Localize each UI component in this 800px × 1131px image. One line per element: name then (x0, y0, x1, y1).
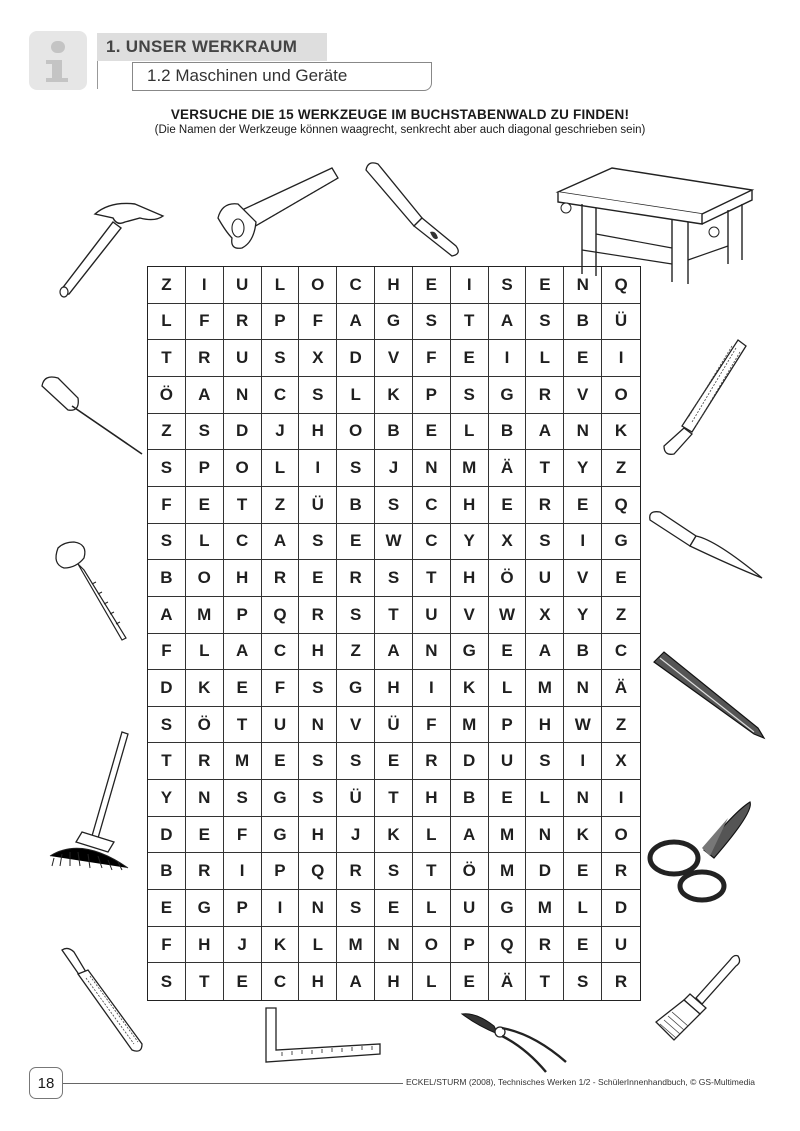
pliers-icon (458, 1008, 570, 1076)
grid-cell[interactable]: B (148, 853, 186, 890)
instruction-title: VERSUCHE DIE 15 WERKZEUGE IM BUCHSTABENWALD ZU FINDEN! (170, 107, 630, 122)
grid-cell[interactable]: G (262, 780, 300, 817)
grid-cell[interactable]: O (337, 414, 375, 451)
grid-cell[interactable]: K (564, 817, 602, 854)
grid-cell[interactable]: L (413, 890, 451, 927)
grid-cell[interactable]: S (299, 780, 337, 817)
pencil-icon (650, 648, 770, 740)
knife-icon (646, 506, 766, 582)
grid-cell[interactable]: X (526, 597, 564, 634)
subtitle: 1.2 Maschinen und Geräte (147, 66, 348, 85)
grid-cell[interactable]: I (451, 267, 489, 304)
grid-cell[interactable]: I (299, 450, 337, 487)
grid-cell[interactable]: S (375, 560, 413, 597)
grid-cell[interactable]: L (451, 414, 489, 451)
grid-cell[interactable]: S (186, 414, 224, 451)
grid-cell[interactable]: I (564, 524, 602, 561)
grid-cell[interactable]: H (526, 707, 564, 744)
grid-cell[interactable]: B (564, 304, 602, 341)
grid-cell[interactable]: D (602, 890, 640, 927)
grid-cell[interactable]: Ö (451, 853, 489, 890)
grid-cell[interactable]: R (262, 560, 300, 597)
grid-cell[interactable]: R (337, 853, 375, 890)
grid-cell[interactable]: U (451, 890, 489, 927)
grid-cell[interactable]: G (451, 634, 489, 671)
grid-cell[interactable]: R (337, 560, 375, 597)
broom-icon (42, 728, 142, 874)
grid-cell[interactable]: T (375, 597, 413, 634)
grid-cell[interactable]: N (413, 450, 451, 487)
grid-cell[interactable]: Q (299, 853, 337, 890)
grid-cell[interactable]: E (451, 963, 489, 1000)
grid-cell[interactable]: G (186, 890, 224, 927)
grid-cell[interactable]: T (148, 743, 186, 780)
grid-cell[interactable]: M (451, 450, 489, 487)
grid-cell[interactable]: M (224, 743, 262, 780)
grid-cell[interactable]: Z (262, 487, 300, 524)
grid-cell[interactable]: S (413, 304, 451, 341)
grid-cell[interactable]: O (413, 927, 451, 964)
grid-cell[interactable]: R (186, 743, 224, 780)
grid-cell[interactable]: D (337, 340, 375, 377)
grid-cell[interactable]: E (526, 267, 564, 304)
grid-cell[interactable]: S (337, 597, 375, 634)
grid-cell[interactable]: E (413, 267, 451, 304)
grid-cell[interactable]: V (564, 560, 602, 597)
grid-cell[interactable]: A (489, 304, 527, 341)
grid-cell[interactable]: E (224, 670, 262, 707)
grid-cell[interactable]: C (413, 524, 451, 561)
grid-cell[interactable]: S (299, 524, 337, 561)
grid-cell[interactable]: P (186, 450, 224, 487)
grid-cell[interactable]: M (526, 890, 564, 927)
grid-cell[interactable]: L (262, 267, 300, 304)
grid-cell[interactable]: B (148, 560, 186, 597)
grid-cell[interactable]: U (526, 560, 564, 597)
grid-cell[interactable]: Ä (602, 670, 640, 707)
grid-cell[interactable]: H (186, 927, 224, 964)
grid-cell[interactable]: M (489, 817, 527, 854)
grid-cell[interactable]: L (564, 890, 602, 927)
grid-cell[interactable]: F (148, 487, 186, 524)
grid-cell[interactable]: J (337, 817, 375, 854)
grid-cell[interactable]: I (413, 670, 451, 707)
grid-cell[interactable]: B (375, 414, 413, 451)
grid-cell[interactable]: N (526, 817, 564, 854)
grid-cell[interactable]: S (489, 267, 527, 304)
grid-cell[interactable]: A (526, 634, 564, 671)
grid-cell[interactable]: E (375, 743, 413, 780)
grid-cell[interactable]: N (564, 414, 602, 451)
grid-cell[interactable]: A (337, 304, 375, 341)
info-icon (29, 31, 87, 90)
grid-cell[interactable]: Ü (602, 304, 640, 341)
grid-cell[interactable]: M (526, 670, 564, 707)
grid-cell[interactable]: B (337, 487, 375, 524)
grid-cell[interactable]: P (224, 890, 262, 927)
grid-cell[interactable]: W (564, 707, 602, 744)
grid-cell[interactable]: I (602, 340, 640, 377)
grid-cell[interactable]: M (451, 707, 489, 744)
grid-cell[interactable]: A (262, 524, 300, 561)
grid-cell[interactable]: E (262, 743, 300, 780)
grid-cell[interactable]: S (564, 963, 602, 1000)
grid-cell[interactable]: Z (602, 450, 640, 487)
footer-divider (63, 1083, 403, 1084)
grid-cell[interactable]: E (375, 890, 413, 927)
grid-cell[interactable]: H (299, 634, 337, 671)
grid-cell[interactable]: E (451, 340, 489, 377)
grid-cell[interactable]: S (299, 743, 337, 780)
grid-cell[interactable]: J (262, 414, 300, 451)
grid-cell[interactable]: E (337, 524, 375, 561)
grid-cell[interactable]: L (526, 340, 564, 377)
grid-cell[interactable]: C (413, 487, 451, 524)
grid-cell[interactable]: S (526, 524, 564, 561)
grid-cell[interactable]: I (602, 780, 640, 817)
grid-cell[interactable]: T (451, 304, 489, 341)
grid-cell[interactable]: V (451, 597, 489, 634)
grid-cell[interactable]: M (337, 927, 375, 964)
grid-cell[interactable]: H (451, 487, 489, 524)
grid-cell[interactable]: O (186, 560, 224, 597)
grid-cell[interactable]: C (262, 634, 300, 671)
grid-cell[interactable]: W (489, 597, 527, 634)
grid-cell[interactable]: Ö (489, 560, 527, 597)
grid-cell[interactable]: E (489, 634, 527, 671)
grid-cell[interactable]: P (451, 927, 489, 964)
grid-cell[interactable]: E (299, 560, 337, 597)
grid-cell[interactable]: T (526, 963, 564, 1000)
grid-cell[interactable]: Ö (148, 377, 186, 414)
grid-cell[interactable]: J (375, 450, 413, 487)
square-ruler-icon (262, 1004, 384, 1066)
grid-cell[interactable]: V (564, 377, 602, 414)
grid-cell[interactable]: S (337, 890, 375, 927)
grid-cell[interactable]: H (224, 560, 262, 597)
awl-icon (38, 372, 146, 458)
footer-credit: ECKEL/STURM (2008), Technisches Werken 1/2 - SchülerInnenhandbuch, © GS-Multimedia (406, 1077, 755, 1087)
grid-cell[interactable]: R (602, 853, 640, 890)
grid-cell[interactable]: S (148, 524, 186, 561)
grid-cell[interactable]: Z (148, 414, 186, 451)
grid-cell[interactable]: U (489, 743, 527, 780)
grid-cell[interactable]: I (489, 340, 527, 377)
grid-cell[interactable]: G (489, 890, 527, 927)
grid-cell[interactable]: S (262, 340, 300, 377)
grid-cell[interactable]: F (186, 304, 224, 341)
grid-cell[interactable]: H (375, 670, 413, 707)
grid-cell[interactable]: T (224, 707, 262, 744)
gimlet-icon (48, 538, 134, 642)
grid-cell[interactable]: Ü (299, 487, 337, 524)
grid-cell[interactable]: E (489, 780, 527, 817)
grid-cell[interactable]: P (262, 853, 300, 890)
grid-cell[interactable]: Q (262, 597, 300, 634)
grid-cell[interactable]: L (413, 817, 451, 854)
grid-cell[interactable]: S (148, 963, 186, 1000)
grid-cell[interactable]: N (299, 890, 337, 927)
grid-cell[interactable]: K (451, 670, 489, 707)
file-icon (56, 944, 148, 1056)
grid-cell[interactable]: P (224, 597, 262, 634)
grid-cell[interactable]: I (224, 853, 262, 890)
grid-cell[interactable]: K (375, 817, 413, 854)
grid-cell[interactable]: H (299, 414, 337, 451)
grid-cell[interactable]: H (299, 817, 337, 854)
grid-cell[interactable]: L (262, 450, 300, 487)
grid-cell[interactable]: U (602, 927, 640, 964)
grid-cell[interactable]: Ü (337, 780, 375, 817)
grid-cell[interactable]: R (526, 927, 564, 964)
grid-cell[interactable]: S (451, 377, 489, 414)
grid-cell[interactable]: Y (451, 524, 489, 561)
grid-cell[interactable]: F (299, 304, 337, 341)
grid-cell[interactable]: D (526, 853, 564, 890)
grid-cell[interactable]: P (262, 304, 300, 341)
grid-cell[interactable]: S (299, 670, 337, 707)
grid-cell[interactable]: L (148, 304, 186, 341)
grid-cell[interactable]: H (375, 267, 413, 304)
grid-cell[interactable]: U (224, 340, 262, 377)
grid-cell[interactable]: B (564, 634, 602, 671)
grid-cell[interactable]: S (526, 743, 564, 780)
grid-cell[interactable]: H (375, 963, 413, 1000)
grid-cell[interactable]: T (186, 963, 224, 1000)
grid-cell[interactable]: C (262, 377, 300, 414)
grid-cell[interactable]: M (489, 853, 527, 890)
grid-cell[interactable]: R (299, 597, 337, 634)
word-search-grid (147, 266, 641, 1001)
grid-cell[interactable]: L (186, 524, 224, 561)
grid-cell[interactable]: W (375, 524, 413, 561)
grid-cell[interactable]: X (299, 340, 337, 377)
grid-cell[interactable]: R (224, 304, 262, 341)
chisel-icon (362, 158, 472, 258)
grid-cell[interactable]: O (602, 377, 640, 414)
grid-cell[interactable]: V (375, 340, 413, 377)
grid-cell[interactable]: N (224, 377, 262, 414)
grid-cell[interactable]: E (186, 817, 224, 854)
grid-cell[interactable]: Ü (375, 707, 413, 744)
grid-cell[interactable]: E (224, 963, 262, 1000)
grid-cell[interactable]: Q (489, 927, 527, 964)
brush-icon (650, 950, 744, 1044)
grid-cell[interactable]: G (489, 377, 527, 414)
workbench-icon (552, 164, 762, 286)
grid-cell[interactable]: I (262, 890, 300, 927)
grid-cell[interactable]: S (148, 450, 186, 487)
grid-cell[interactable]: N (186, 780, 224, 817)
grid-cell[interactable]: T (224, 487, 262, 524)
grid-cell[interactable]: L (489, 670, 527, 707)
grid-cell[interactable]: P (413, 377, 451, 414)
grid-cell[interactable]: K (602, 414, 640, 451)
grid-cell[interactable]: V (337, 707, 375, 744)
grid-cell[interactable]: M (186, 597, 224, 634)
grid-cell[interactable]: D (148, 670, 186, 707)
grid-cell[interactable]: L (299, 927, 337, 964)
grid-cell[interactable]: Y (564, 450, 602, 487)
grid-cell[interactable]: A (337, 963, 375, 1000)
grid-cell[interactable]: R (413, 743, 451, 780)
grid-cell[interactable]: X (602, 743, 640, 780)
grid-cell[interactable]: E (564, 487, 602, 524)
grid-cell[interactable]: N (564, 670, 602, 707)
grid-cell[interactable]: G (375, 304, 413, 341)
grid-cell[interactable]: R (614, 971, 628, 991)
grid-cell[interactable]: R (526, 487, 564, 524)
grid-cell[interactable]: Ä (489, 963, 527, 1000)
page-number: 18 (29, 1067, 63, 1099)
grid-cell[interactable]: X (489, 524, 527, 561)
grid-cell[interactable]: S (375, 487, 413, 524)
grid-cell[interactable]: F (262, 670, 300, 707)
grid-cell[interactable]: E (148, 890, 186, 927)
grid-cell[interactable]: Z (602, 707, 640, 744)
grid-cell[interactable]: E (564, 340, 602, 377)
grid-cell[interactable]: U (413, 597, 451, 634)
grid-cell[interactable]: E (489, 487, 527, 524)
header-divider (97, 61, 98, 89)
grid-cell[interactable]: E (602, 560, 640, 597)
grid-cell[interactable]: E (564, 853, 602, 890)
grid-cell[interactable]: E (564, 927, 602, 964)
grid-cell[interactable]: F (413, 340, 451, 377)
grid-cell[interactable]: U (262, 707, 300, 744)
grid-cell[interactable]: L (186, 634, 224, 671)
grid-cell[interactable]: O (224, 450, 262, 487)
grid-cell[interactable]: B (451, 780, 489, 817)
grid-cell[interactable]: S (337, 450, 375, 487)
grid-cell[interactable]: E (186, 487, 224, 524)
grid-cell[interactable]: A (526, 414, 564, 451)
grid-cell[interactable]: R (186, 340, 224, 377)
grid-cell[interactable]: U (224, 267, 262, 304)
grid-cell[interactable]: R (526, 377, 564, 414)
grid-cell[interactable]: Z (602, 597, 640, 634)
saw-icon (212, 162, 342, 252)
grid-cell[interactable]: S (526, 304, 564, 341)
grid-cell[interactable]: S (224, 780, 262, 817)
grid-cell[interactable]: E (413, 414, 451, 451)
grid-cell[interactable]: T (413, 853, 451, 890)
grid-cell[interactable]: G (337, 670, 375, 707)
grid-cell[interactable]: A (375, 634, 413, 671)
grid-cell[interactable]: N (564, 267, 602, 304)
grid-cell[interactable]: K (375, 377, 413, 414)
grid-cell[interactable]: D (451, 743, 489, 780)
grid-cell[interactable]: G (262, 817, 300, 854)
grid-cell[interactable]: L (337, 377, 375, 414)
grid-cell[interactable]: Z (148, 267, 186, 304)
grid-cell[interactable]: H (413, 780, 451, 817)
grid-cell[interactable]: Q (602, 267, 640, 304)
grid-cell[interactable]: I (186, 267, 224, 304)
grid-cell[interactable]: S (148, 707, 186, 744)
grid-cell[interactable]: C (337, 267, 375, 304)
grid-cell[interactable]: T (526, 450, 564, 487)
grid-cell[interactable]: L (526, 780, 564, 817)
grid-cell[interactable]: I (564, 743, 602, 780)
grid-cell[interactable]: C (602, 634, 640, 671)
rasp-icon (652, 336, 750, 458)
grid-cell[interactable]: Ö (186, 707, 224, 744)
grid-cell[interactable]: O (602, 817, 640, 854)
grid-cell[interactable]: A (224, 634, 262, 671)
grid-cell[interactable]: R (186, 853, 224, 890)
grid-cell[interactable]: H (451, 560, 489, 597)
grid-cell[interactable]: Q (602, 487, 640, 524)
grid-cell[interactable]: G (602, 524, 640, 561)
grid-cell[interactable]: F (224, 817, 262, 854)
grid-cell[interactable]: C (262, 963, 300, 1000)
grid-cell[interactable]: K (186, 670, 224, 707)
grid-cell[interactable]: C (224, 524, 262, 561)
grid-cell[interactable]: N (375, 927, 413, 964)
grid-cell[interactable]: T (148, 340, 186, 377)
grid-cell[interactable]: S (337, 743, 375, 780)
grid-cell[interactable]: S (299, 377, 337, 414)
grid-cell[interactable]: P (489, 707, 527, 744)
grid-cell[interactable]: J (224, 927, 262, 964)
grid-cell[interactable]: F (148, 634, 186, 671)
grid-cell[interactable]: N (564, 780, 602, 817)
grid-cell[interactable]: B (489, 414, 527, 451)
grid-cell[interactable]: N (299, 707, 337, 744)
grid-cell[interactable]: A (148, 597, 186, 634)
grid-cell[interactable]: D (148, 817, 186, 854)
grid-cell[interactable]: T (375, 780, 413, 817)
grid-cell[interactable]: H (299, 963, 337, 1000)
grid-cell[interactable]: A (186, 377, 224, 414)
grid-cell[interactable]: F (413, 707, 451, 744)
grid-cell[interactable]: Z (337, 634, 375, 671)
section-title: 1. UNSER WERKRAUM (106, 37, 298, 56)
instruction-hint: (Die Namen der Werkzeuge können waagrecht, senkrecht aber auch diagonal geschrieben sein) (154, 124, 646, 136)
scissors-icon (644, 798, 758, 904)
grid-cell[interactable]: L (413, 963, 451, 1000)
grid-cell[interactable]: A (451, 817, 489, 854)
hammer-icon (55, 196, 170, 301)
grid-cell[interactable]: D (224, 414, 262, 451)
grid-cell[interactable]: Ä (489, 450, 527, 487)
grid-cell[interactable]: S (375, 853, 413, 890)
grid-cell[interactable]: T (413, 560, 451, 597)
grid-cell[interactable]: Y (564, 597, 602, 634)
grid-cell[interactable]: N (413, 634, 451, 671)
grid-cell[interactable]: F (148, 927, 186, 964)
grid-cell[interactable]: Y (148, 780, 186, 817)
grid-cell[interactable]: O (299, 267, 337, 304)
grid-cell[interactable]: K (262, 927, 300, 964)
